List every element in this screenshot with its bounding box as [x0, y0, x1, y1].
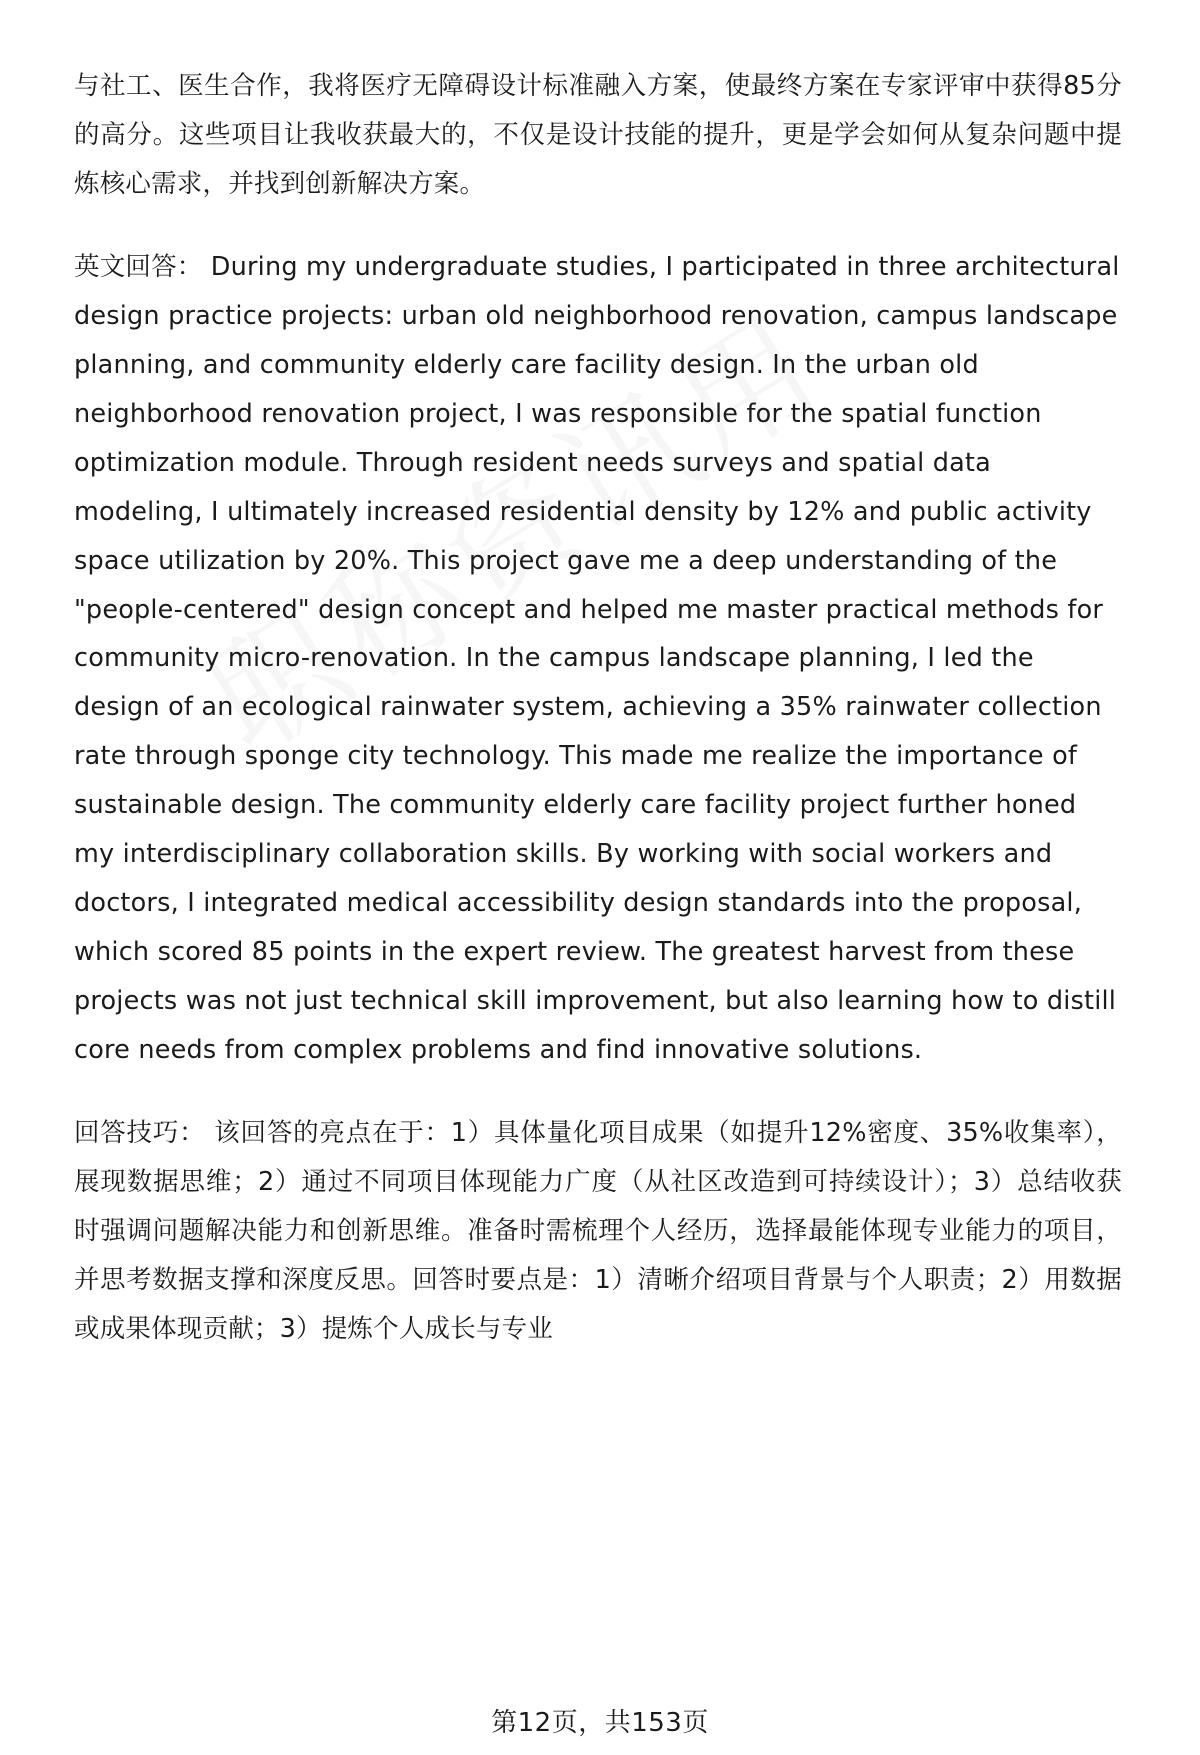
- paragraph-answer-tips: 回答技巧： 该回答的亮点在于：1）具体量化项目成果（如提升12%密度、35%收集率），展现数据思维；2）通过不同项目体现能力广度（从社区改造到可持续设计）；3）总结收获时强调问题解决能力和创新思维。准备时需梳理个人经历，选择最能体现专业能力的项目，并思考数据支撑和深度反思。回答时要点是：1）清晰介绍项目背景与个人职责；2）用数据或成果体现贡献；3）提炼个人成长与专业: [74, 1118, 1122, 1344]
- paragraph-english-answer: 英文回答： During my undergraduate studies, I participated in three architectural design practice projects: urban old neighborhood renovation, campus landscape planning, and community elderly care facility design. In the urban old neighborhood renovation project, I was responsible for the spatial function optimization module. Through resident needs surveys and spatial data modeling, I ultimately increased residential density by 12% and public activity space utilization by 20%. This project gave me a deep understanding of the "people-centered" design concept and helped me master practical methods for community micro-renovation. In the campus landscape planning, I led the design of an ecological rainwater system, achieving a 35% rainwater collection rate through sponge city technology. This made me realize the importance of sustainable design. The community elderly care facility project further honed my interdisciplinary collaboration skills. By working with social workers and doctors, I integrated medical accessibility design standards into the proposal, which scored 85 points in the expert review. The greatest harvest from these projects was not just technical skill improvement, but also learning how to distill core needs from complex problems and find innovative solutions.: [74, 251, 1120, 1066]
- paragraph-chinese-answer-continuation: 与社工、医生合作，我将医疗无障碍设计标准融入方案，使最终方案在专家评审中获得85分的高分。这些项目让我收获最大的，不仅是设计技能的提升，更是学会如何从复杂问题中提炼核心需求，并找到创新解决方案。: [74, 71, 1122, 199]
- document-body: [74, 62, 1122, 1354]
- page-footer: 第12页，共153页: [491, 1708, 709, 1738]
